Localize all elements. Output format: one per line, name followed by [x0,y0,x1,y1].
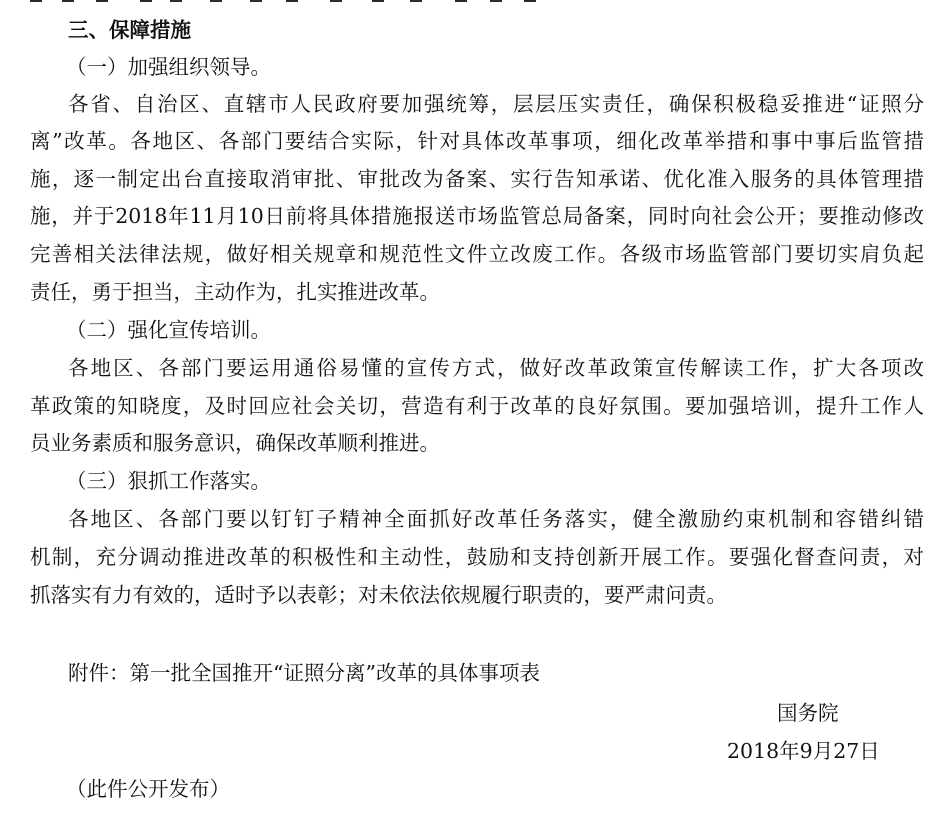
clipped-previous-line [0,0,560,5]
paragraph-line: 各省、自治区、直辖市人民政府要加强统筹，层层压实责任，确保积极稳妥推进“证照分 [68,92,924,116]
paragraph-line: 责任，勇于担当，主动作为，扎实推进改革。 [30,280,440,304]
paragraph-line: 完善相关法律法规，做好相关规章和规范性文件立改废工作。各级市场监管部门要切实肩负起 [30,242,924,266]
subsection-title-2: （二）强化宣传培训。 [66,318,271,342]
release-note: （此件公开发布） [66,777,230,801]
paragraph-line: 施，逐一制定出台直接取消审批、审批改为备案、实行告知承诺、优化准入服务的具体管理措 [30,167,924,191]
paragraph-line: 各地区、各部门要以钉钉子精神全面抓好改革任务落实，健全激励约束机制和容错纠错 [68,507,924,531]
paragraph-line: 革政策的知晓度，及时回应社会关切，营造有利于改革的良好氛围。要加强培训，提升工作人 [30,394,924,418]
issuer-signature: 国务院 [777,701,839,725]
paragraph-line: 抓落实有力有效的，适时予以表彰；对未依法依规履行职责的，要严肃问责。 [30,583,727,607]
paragraph-line: 离”改革。各地区、各部门要结合实际，针对具体改革事项，细化改革举措和事中事后监管措 [30,129,924,153]
subsection-title-3: （三）狠抓工作落实。 [66,469,271,493]
section-heading: 三、保障措施 [68,18,191,42]
paragraph-line: 员业务素质和服务意识，确保改革顺利推进。 [30,431,440,455]
attachment-line: 附件：第一批全国推开“证照分离”改革的具体事项表 [68,661,540,685]
subsection-title-1: （一）加强组织领导。 [66,55,271,79]
paragraph-line: 施，并于2018年11月10日前将具体措施报送市场监管总局备案，同时向社会公开；要推动修改 [30,204,924,228]
paragraph-line: 机制，充分调动推进改革的积极性和主动性，鼓励和支持创新开展工作。要强化督查问责，对 [30,545,924,569]
paragraph-line: 各地区、各部门要运用通俗易懂的宣传方式，做好改革政策宣传解读工作，扩大各项改 [68,356,924,380]
issue-date: 2018年9月27日 [727,739,880,763]
